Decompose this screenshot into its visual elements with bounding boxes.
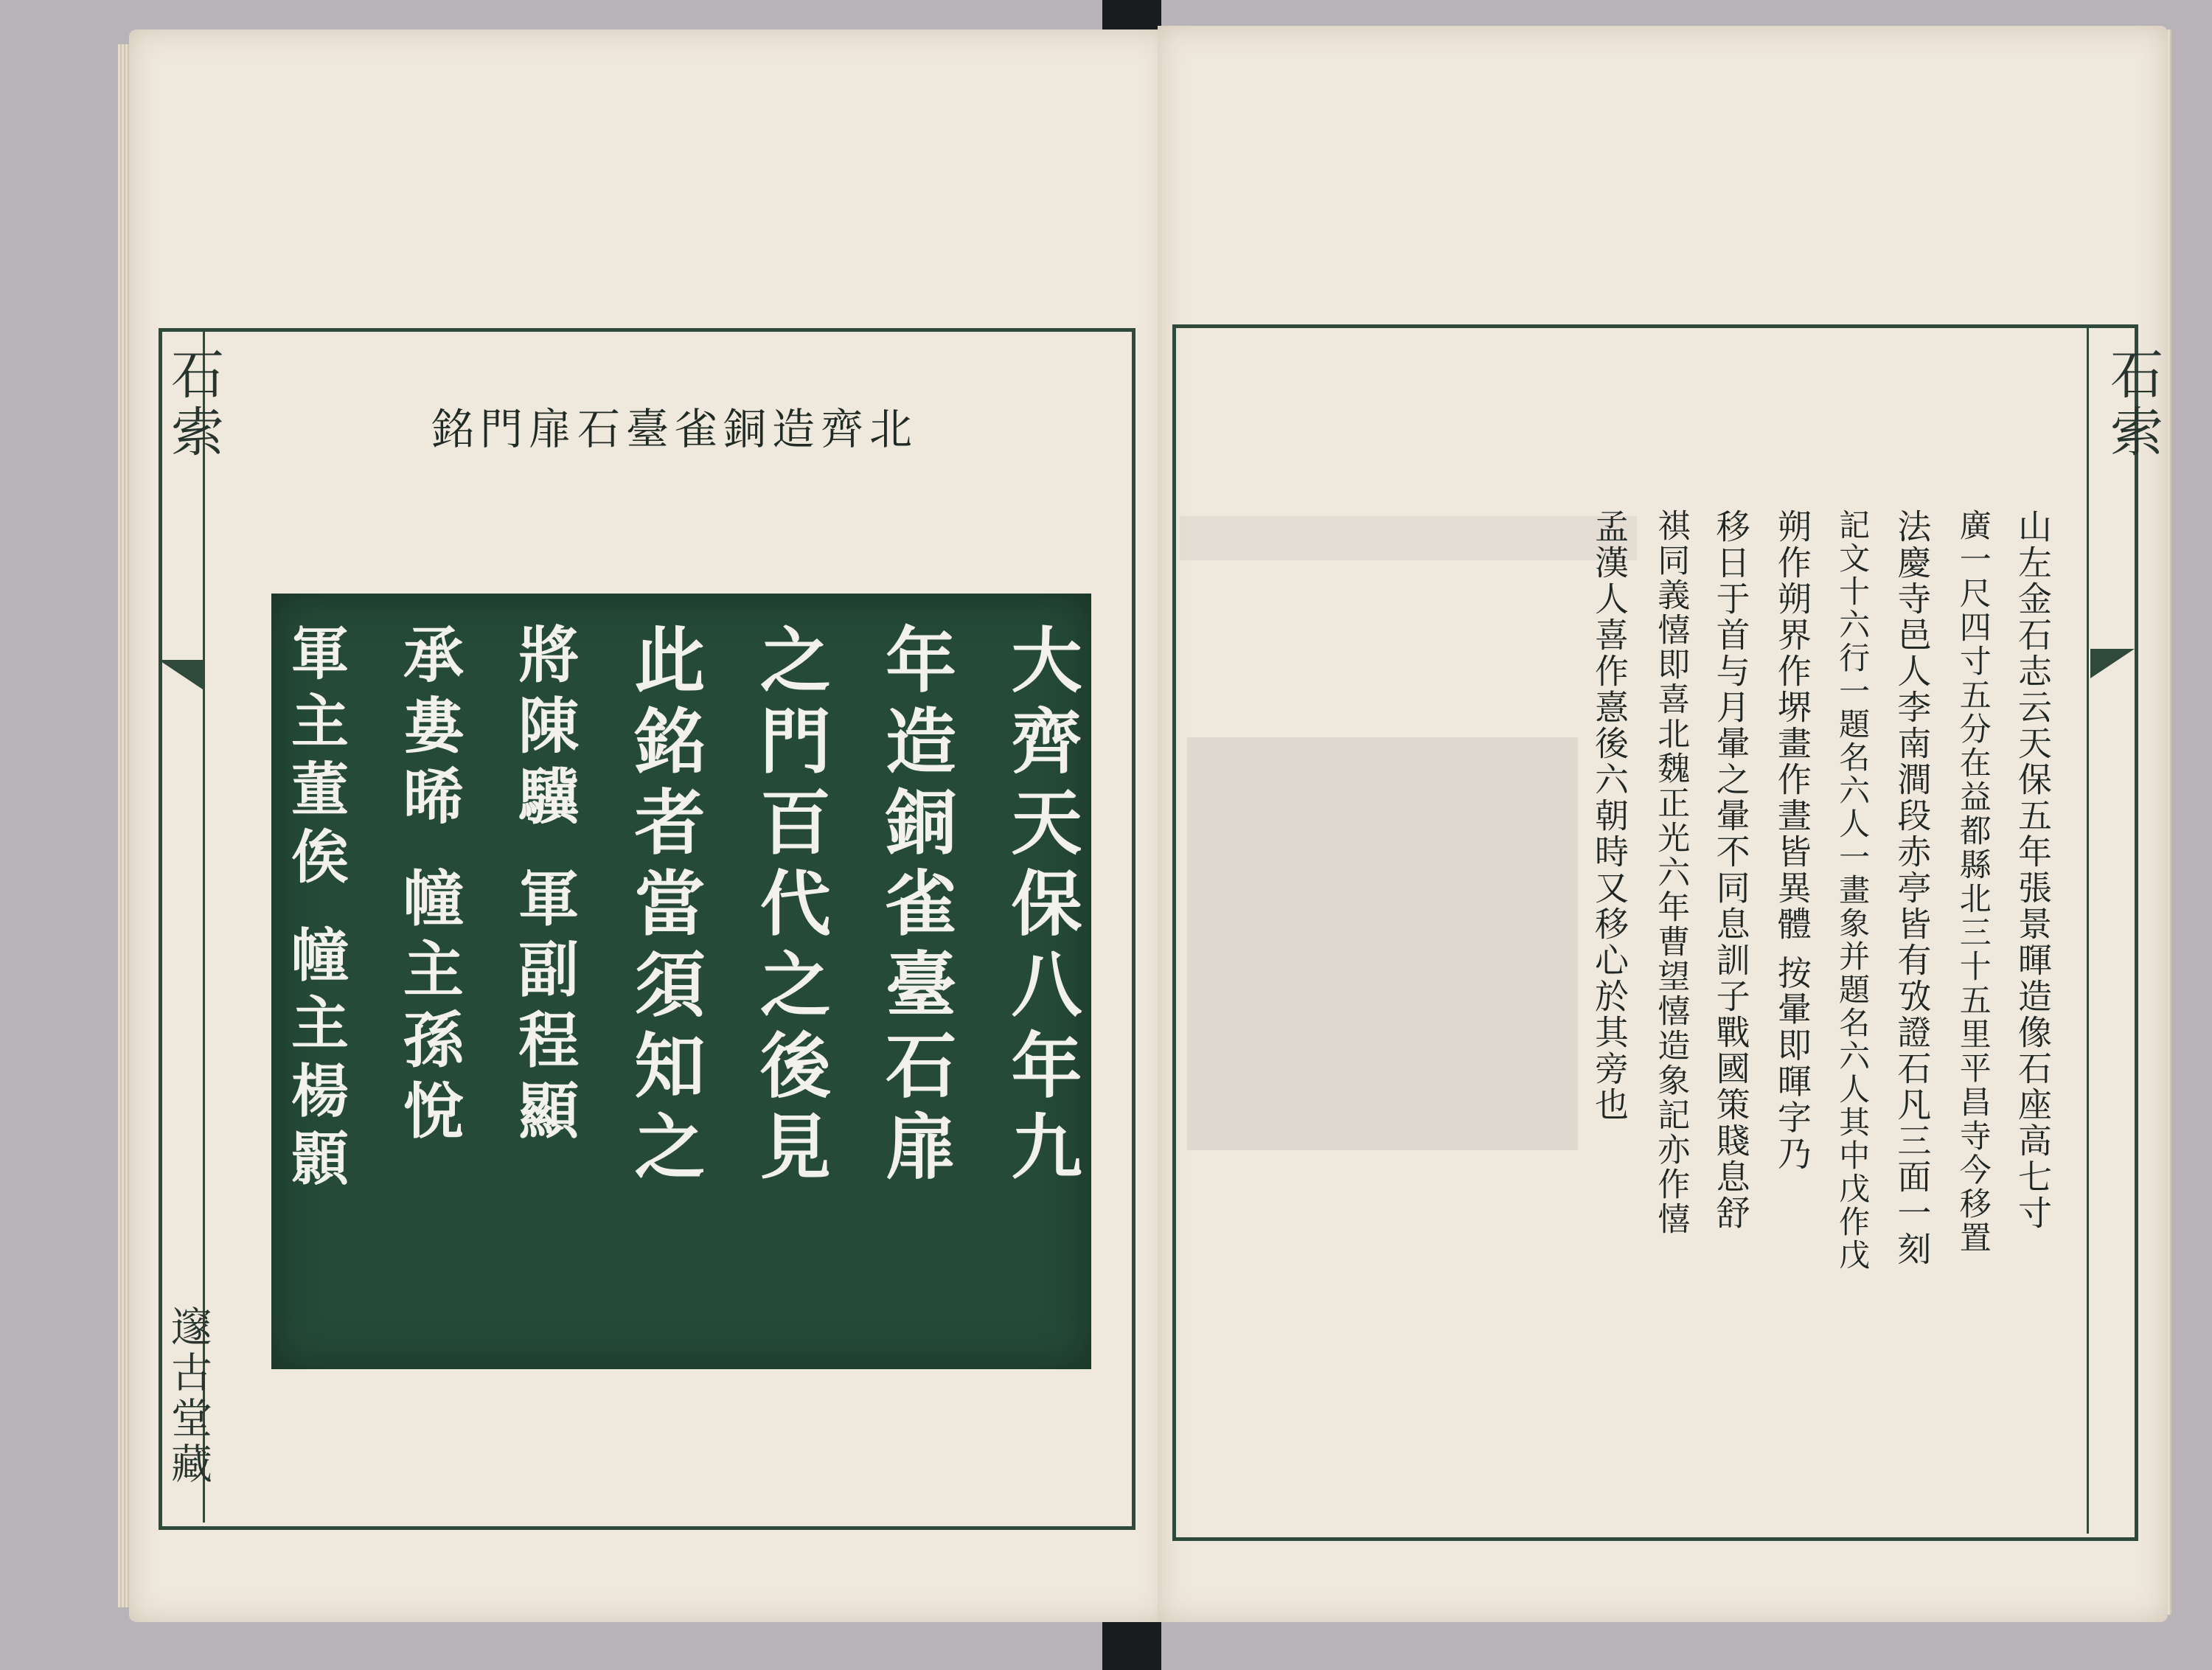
right-fishtail-mark <box>2090 649 2135 678</box>
rubbing-column: 大齊天保八年九 <box>999 623 1083 1191</box>
page-title: 北齊造銅雀臺石扉門銘 <box>431 404 918 454</box>
left-margin-studio-mark: 邃古堂藏 <box>164 1305 212 1488</box>
rubbing-column: 軍主董俟 幢主楊顥 <box>282 623 349 1197</box>
commentary-column: 孟漢人喜作憙後六朝時又移心於其旁也 <box>1590 509 1630 1123</box>
commentary-column: 法慶寺邑人李南澗段赤亭皆有攷證石凡三面一刻 <box>1892 509 1933 1267</box>
right-margin-title: 石索 <box>2101 347 2163 462</box>
rubbing-column: 將陳驥 軍副程顯 <box>508 623 580 1150</box>
commentary-column: 山左金石志云天保五年張景暉造像石座高七寸 <box>2012 509 2053 1231</box>
rubbing-column: 之門百代之後見 <box>748 623 832 1191</box>
commentary-column: 朔作朔界作堺畫作晝皆異體 按暈即暉字乃 <box>1772 509 1812 1172</box>
rubbing-column: 年造銅雀臺石扉 <box>874 623 958 1191</box>
commentary-column: 移日于首与月暈之暈不同息訓子戰國策賤息舒 <box>1711 509 1751 1231</box>
show-through-band <box>1180 516 1637 560</box>
ink-rubbing <box>271 594 1091 1369</box>
left-fishtail-mark <box>159 660 203 689</box>
commentary-column: 記文十六行一題名六人一畫象并題名六人其中戊作戊 <box>1834 509 1871 1272</box>
left-margin-title: 石索 <box>162 347 224 462</box>
commentary-text <box>1590 509 2053 1379</box>
show-through-image <box>1187 737 1578 1150</box>
commentary-column: 祺同義憘即喜北魏正光六年曹望憘造象記亦作憘 <box>1652 509 1690 1236</box>
right-margin-rule <box>2087 324 2089 1534</box>
rubbing-column: 此銘者當須知之 <box>622 623 706 1191</box>
rubbing-column: 承婁晞 幢主孫悅 <box>393 623 465 1150</box>
commentary-column: 廣一尺四寸五分在益都縣北三十五里平昌寺今移置 <box>1954 509 1992 1255</box>
